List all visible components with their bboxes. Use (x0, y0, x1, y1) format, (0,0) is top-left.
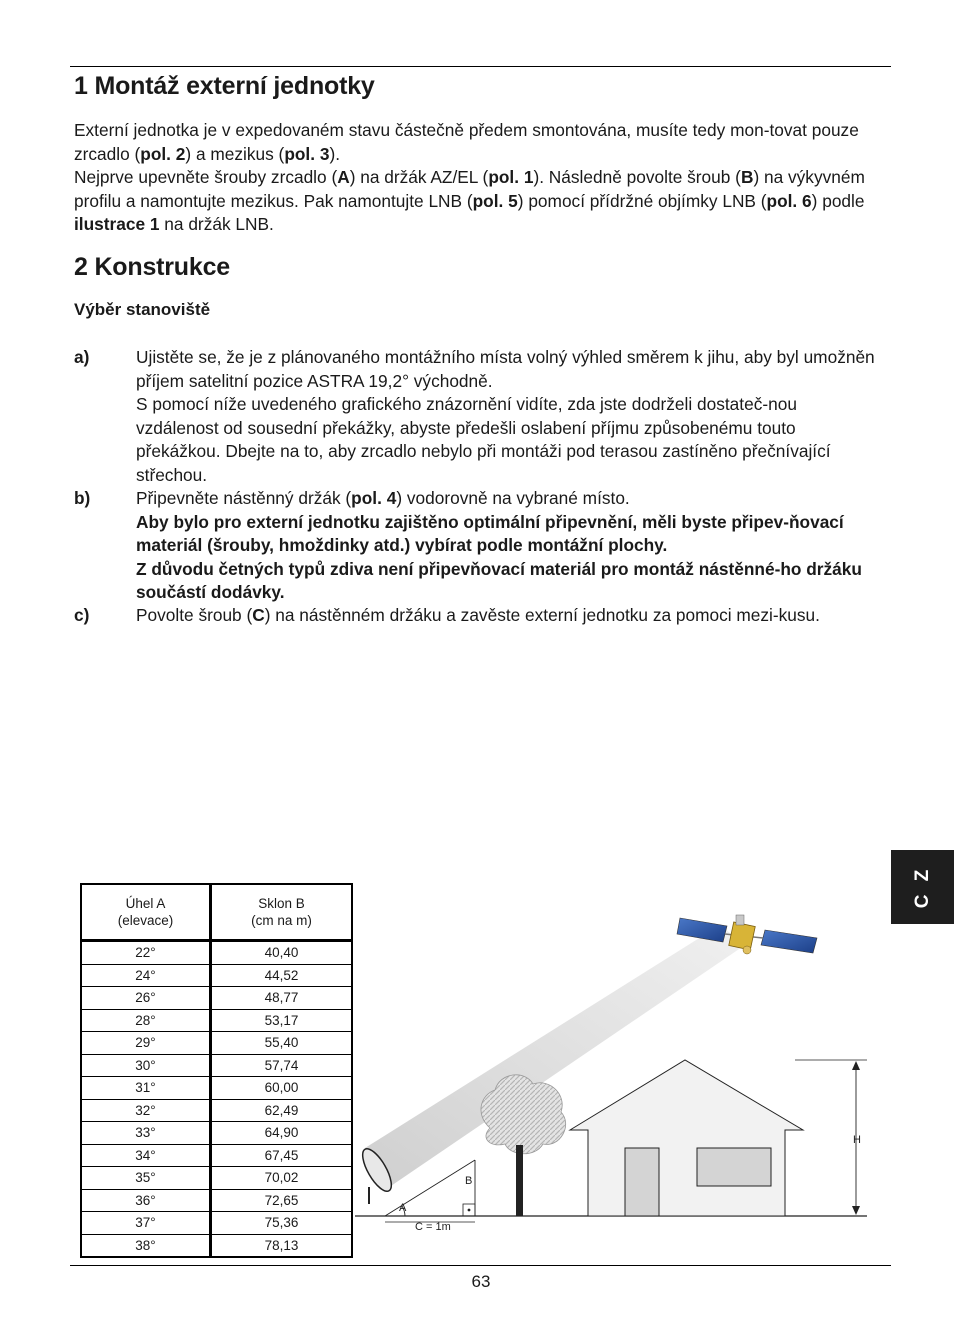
angle-cell: 35° (81, 1167, 211, 1190)
slope-cell: 53,17 (211, 1009, 353, 1032)
angle-cell: 30° (81, 1054, 211, 1077)
item-c-line-1: Povolte šroub (C) na nástěnném držáku a zavěste externí jednotku za pomoci mezi-kusu. (136, 605, 820, 625)
table-row (81, 964, 352, 987)
bottom-rule (70, 1265, 891, 1266)
list-item-c (74, 604, 884, 628)
table-row (81, 1099, 352, 1122)
table-header-row (81, 884, 352, 941)
table-row (81, 1234, 352, 1257)
page-number: 63 (471, 1272, 491, 1291)
item-a-line-2: S pomocí níže uvedeného grafického znázornění vidíte, zda jste dodrželi dostateč-nou vzdálenost od sousední překážky, abyste předešli oslabení příjmu způsobenému touto překážkou. Dbejte na to, aby zrcadlo nebylo při montáži pod terasou zastíněno přečnívající střechou. (136, 394, 831, 485)
satellite-illustration (355, 900, 875, 1240)
slope-cell: 78,13 (211, 1234, 353, 1257)
slope-cell: 57,74 (211, 1054, 353, 1077)
section2-heading: 2 Konstrukce (74, 253, 230, 281)
label-angle-a: A (399, 1202, 407, 1214)
slope-cell: 64,90 (211, 1122, 353, 1145)
angle-cell: 31° (81, 1077, 211, 1100)
item-a-line-1: Ujistěte se, že je z plánovaného montážního místa volný výhled směrem k jihu, aby byl umožněn příjem satelitní pozice ASTRA 19,2° východně. (136, 347, 875, 391)
slope-cell: 75,36 (211, 1212, 353, 1235)
angle-cell: 28° (81, 1009, 211, 1032)
slope-cell: 67,45 (211, 1144, 353, 1167)
item-b-line-3: Z důvodu četných typů zdiva není připevňovací materiál pro montáž nástěnné-ho držáku součástí dodávky. (136, 558, 862, 602)
section2-subheading: Výběr stanoviště (74, 300, 211, 319)
section1-heading: 1 Montáž externí jednotky (74, 72, 375, 100)
house-icon (570, 1060, 803, 1216)
col-slope-subtitle: (cm na m) (251, 913, 312, 928)
item-b-line-2: Aby bylo pro externí jednotku zajištěno optimální připevnění, měli byste připev-ňovací materiál (šrouby, hmoždinky atd.) vybírat podle montážní plochy. (136, 511, 844, 555)
table-row (81, 1212, 352, 1235)
angle-cell: 37° (81, 1212, 211, 1235)
table-row (81, 1009, 352, 1032)
item-b-line-1: Připevněte nástěnný držák (pol. 4) vodorovně na vybrané místo. (136, 488, 630, 508)
language-tab (891, 850, 954, 924)
col-angle-title: Úhel A (125, 896, 166, 911)
list-marker-b: b) (74, 488, 91, 508)
language-tab-label: C Z (911, 865, 933, 909)
label-distance-c: C = 1m (415, 1221, 451, 1233)
angle-cell: 36° (81, 1189, 211, 1212)
slope-cell: 62,49 (211, 1099, 353, 1122)
angle-cell: 26° (81, 987, 211, 1010)
table-row (81, 1054, 352, 1077)
angle-cell: 24° (81, 964, 211, 987)
angle-cell: 33° (81, 1122, 211, 1145)
table-row (81, 987, 352, 1010)
col-angle-header (81, 884, 211, 941)
table-row (81, 1189, 352, 1212)
label-slope-b: B (465, 1175, 473, 1187)
angle-cell: 29° (81, 1032, 211, 1055)
list-marker-a: a) (74, 347, 90, 367)
elevation-table (80, 883, 353, 1258)
tree-icon (481, 1075, 566, 1216)
table-row (81, 1144, 352, 1167)
list-marker-c: c) (74, 605, 90, 625)
angle-cell: 22° (81, 941, 211, 965)
section1-paragraph-1: Externí jednotka je v expedovaném stavu částečně předem smontována, musíte tedy mon-tovat pouze zrcadlo (pol. 2) a mezikus (pol. 3). (74, 120, 859, 164)
table-row (81, 1032, 352, 1055)
angle-cell: 34° (81, 1144, 211, 1167)
p1-text-a: Externí jednotka je v expedovaném stavu částečně předem smontována, musíte tedy mon-tovat pouze zrcadlo ( (74, 120, 859, 164)
slope-cell: 40,40 (211, 941, 353, 965)
col-slope-header (211, 884, 353, 941)
slope-cell: 72,65 (211, 1189, 353, 1212)
section1-paragraph-2: Nejprve upevněte šrouby zrcadlo (A) na držák AZ/EL (pol. 1). Následně povolte šroub (B) na výkyvném profilu a namontujte mezikus. Pak namontujte LNB (pol. 5) pomocí přídržné objímky LNB (pol. 6) podle ilustrace 1 na držák LNB. (74, 167, 865, 234)
angle-cell: 32° (81, 1099, 211, 1122)
col-angle-subtitle: (elevace) (117, 913, 174, 928)
slope-cell: 60,00 (211, 1077, 353, 1100)
table-row (81, 1167, 352, 1190)
slope-cell: 70,02 (211, 1167, 353, 1190)
slope-cell: 48,77 (211, 987, 353, 1010)
angle-cell: 38° (81, 1234, 211, 1257)
table-row (81, 941, 352, 965)
list-item-a (74, 346, 884, 487)
list-item-b (74, 487, 884, 605)
label-height-h: H (853, 1134, 861, 1146)
slope-cell: 55,40 (211, 1032, 353, 1055)
top-rule (70, 66, 891, 67)
col-slope-title: Sklon B (258, 896, 305, 911)
table-row (81, 1077, 352, 1100)
slope-cell: 44,52 (211, 964, 353, 987)
table-row (81, 1122, 352, 1145)
